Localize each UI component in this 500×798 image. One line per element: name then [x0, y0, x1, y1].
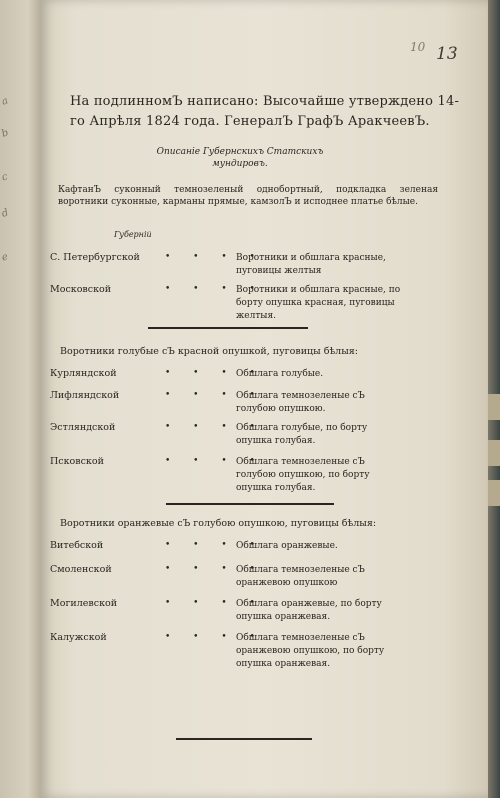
- uniform-description: Обшлага темнозеленые сЪ голубою опушкою, по борту опушка голубая.: [236, 457, 370, 493]
- province-name: Псковской: [50, 456, 104, 467]
- province-name: С. Петербургской: [50, 252, 140, 263]
- province-name: Московской: [50, 284, 112, 295]
- adjacent-page-edge: [0, 0, 40, 798]
- section-divider: [148, 327, 308, 329]
- uniform-description: Воротники и обшлага красные, по борту опушка красная, пуговицы желтыя.: [236, 285, 401, 321]
- leader-dots: • • • •: [165, 632, 265, 642]
- province-name: Смоленской: [50, 564, 112, 575]
- section-heading: Воротники оранжевые сЪ голубою опушкою, пуговицы бѣлыя:: [60, 518, 377, 529]
- leader-dots: • • • •: [165, 252, 265, 262]
- paper-tab: [488, 440, 500, 466]
- page-number-faint: 10: [410, 40, 426, 54]
- section-heading: Воротники голубые сЪ красной опушкой, пуговицы бѣлыя:: [60, 346, 358, 357]
- margin-handwriting: b: [0, 127, 11, 140]
- binding-edge: [488, 0, 500, 798]
- margin-handwriting: e: [0, 251, 10, 264]
- margin-handwriting: a: [0, 95, 10, 108]
- page-number: 13: [436, 44, 458, 64]
- section-divider: [166, 503, 334, 505]
- column-label: Губерній: [114, 230, 152, 239]
- margin-handwriting: d: [0, 207, 11, 220]
- document-subtitle: Описаніе Губернскихъ Статскихъ мундировъ.: [156, 147, 324, 169]
- leader-dots: • • • •: [165, 598, 265, 608]
- uniform-description: Обшлага оранжевые, по борту опушка оранжевая.: [236, 599, 382, 622]
- document-title: На подлинномЪ написано: Высочайше утверждено 14-го Апрѣля 1824 года. ГенералЪ ГрафЪ АракчеевЪ.: [70, 94, 460, 129]
- leader-dots: • • • •: [165, 456, 265, 466]
- section-divider: [176, 738, 312, 740]
- document-page: [40, 0, 488, 798]
- leader-dots: • • • •: [165, 540, 265, 550]
- leader-dots: • • • •: [165, 284, 265, 294]
- uniform-description: Обшлага темнозеленые сЪ голубою опушкою.: [236, 391, 365, 414]
- uniform-description: Обшлага темнозеленые сЪ оранжевою опушкою: [236, 565, 365, 588]
- leader-dots: • • • •: [165, 422, 265, 432]
- uniform-description: Воротники и обшлага красные, пуговицы желтыя: [236, 253, 386, 276]
- leader-dots: • • • •: [165, 390, 265, 400]
- province-name: Лифляндской: [50, 390, 120, 401]
- leader-dots: • • • •: [165, 368, 265, 378]
- province-name: Калужской: [50, 632, 107, 643]
- margin-handwriting: c: [0, 171, 10, 184]
- uniform-description: Обшлага оранжевые.: [236, 541, 338, 551]
- paper-tab: [488, 480, 500, 506]
- uniform-description: Обшлага темнозеленые сЪ оранжевою опушкою, по борту опушка оранжевая.: [236, 633, 385, 669]
- province-name: Курляндской: [50, 368, 117, 379]
- leader-dots: • • • •: [165, 564, 265, 574]
- province-name: Витебской: [50, 540, 104, 551]
- uniform-description: Обшлага голубые, по борту опушка голубая.: [236, 423, 368, 446]
- province-name: Могилевской: [50, 598, 118, 609]
- province-name: Эстляндской: [50, 422, 116, 433]
- paper-tab: [488, 394, 500, 420]
- intro-paragraph: КафтанЪ суконный темнозеленый однобортный, подкладка зеленая воротники суконные, карманы прямые, камзолЪ и исподнее платье бѣлые.: [58, 185, 438, 207]
- uniform-description: Обшлага голубые.: [236, 369, 324, 379]
